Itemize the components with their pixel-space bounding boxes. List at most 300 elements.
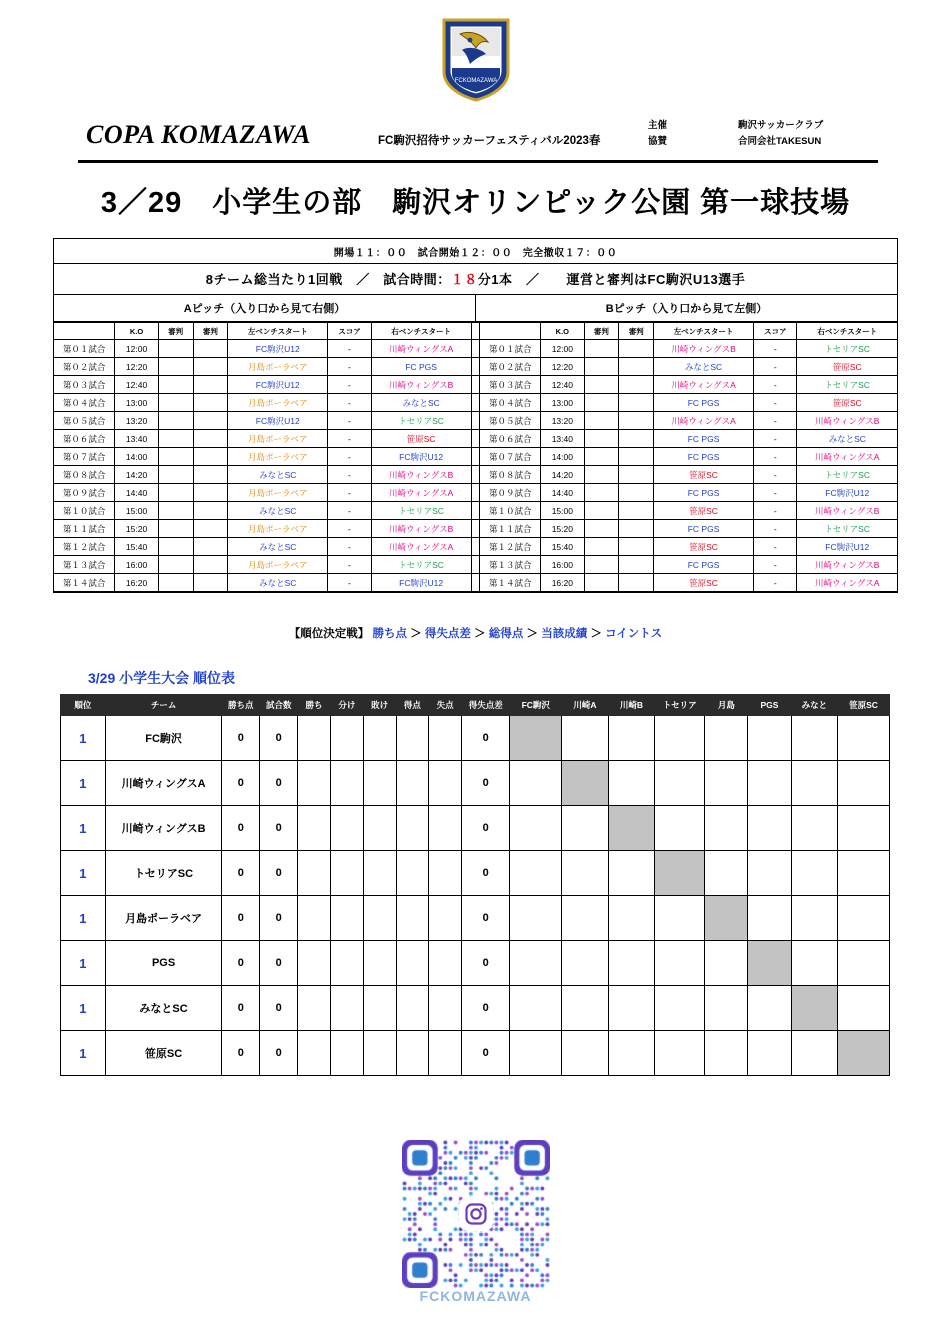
standings-team-name: 月島ポーラベア <box>105 896 221 941</box>
standings-result-cell[interactable] <box>748 806 791 851</box>
standings-result-cell[interactable] <box>510 896 562 941</box>
pitch-b-score: - <box>754 448 797 466</box>
pitch-a-match-number: 第０２試合 <box>54 358 115 376</box>
table-header-row <box>54 323 897 340</box>
standings-result-cell[interactable] <box>791 806 838 851</box>
standings-result-cell[interactable] <box>838 716 890 761</box>
pitch-a-left-bench-team: 月島ポーラベア <box>228 556 328 574</box>
standings-result-cell[interactable] <box>748 1031 791 1076</box>
pitch-b-right-bench-team: トセリアSC <box>797 520 897 538</box>
pitch-b-left-bench-team: みなとSC <box>654 358 754 376</box>
standings-goals-against <box>429 1031 462 1076</box>
standings-row <box>61 1031 890 1076</box>
standings-result-cell <box>748 941 791 986</box>
rule-post: 分1本 ／ 運営と審判はFC駒沢U13選手 <box>477 272 746 287</box>
standings-played: 0 <box>260 986 298 1031</box>
standings-result-cell[interactable] <box>562 806 609 851</box>
column-gap <box>471 358 480 376</box>
standings-result-cell[interactable] <box>705 941 748 986</box>
pitch-a-kickoff-time: 16:00 <box>115 556 158 574</box>
pitch-a-referee-2 <box>193 484 228 502</box>
standings-row <box>61 896 890 941</box>
pitch-a-kickoff-time: 12:20 <box>115 358 158 376</box>
pitch-a-match-number: 第０４試合 <box>54 394 115 412</box>
standings-goals-for <box>396 986 429 1031</box>
tiebreak-item-2: 得失点差 <box>424 628 471 640</box>
pitch-a-score: - <box>328 538 371 556</box>
pitch-b-match-number: 第１４試合 <box>480 574 541 592</box>
standings-played: 0 <box>260 806 298 851</box>
instagram-qr-code-icon[interactable] <box>402 1140 550 1288</box>
standings-played: 0 <box>260 941 298 986</box>
standings-draws <box>330 806 363 851</box>
standings-goals-against <box>429 851 462 896</box>
pitch-b-right-bench-team: みなとSC <box>797 430 897 448</box>
pitch-a-referee-2 <box>193 556 228 574</box>
pitch-a-left-bench-team: みなとSC <box>228 466 328 484</box>
standings-rank: 1 <box>61 806 106 851</box>
pitch-b-referee-2 <box>619 466 654 484</box>
standings-team-name: 笹原SC <box>105 1031 221 1076</box>
rule-pre: 8チーム総当たり1回戦 ／ 試合時間： <box>205 272 451 287</box>
pitch-b-right-bench-team: 笹原SC <box>797 394 897 412</box>
standings-col-0: 順位 <box>61 695 106 716</box>
pitch-a-kickoff-time: 14:00 <box>115 448 158 466</box>
pitch-b-match-number: 第０８試合 <box>480 466 541 484</box>
pitch-a-referee-1 <box>158 448 193 466</box>
standings-rank: 1 <box>61 851 106 896</box>
pitch-b-score: - <box>754 412 797 430</box>
standings-col-16: みなと <box>791 695 838 716</box>
standings-goal-diff: 0 <box>462 716 510 761</box>
pitch-a-score: - <box>328 340 371 358</box>
tiebreak-sep: ＞ <box>474 628 486 640</box>
standings-result-cell[interactable] <box>838 896 890 941</box>
standings-result-cell[interactable] <box>838 761 890 806</box>
pitch-b-score: - <box>754 538 797 556</box>
standings-header-row <box>61 695 890 716</box>
standings-result-cell[interactable] <box>510 851 562 896</box>
standings-result-cell[interactable] <box>705 761 748 806</box>
pitch-a-kickoff-time: 15:00 <box>115 502 158 520</box>
standings-team-name: 川崎ウィングスA <box>105 761 221 806</box>
pitch-a-referee-2 <box>193 358 228 376</box>
pitch-a-right-bench-team: 川崎ウィングスB <box>371 520 471 538</box>
standings-rank: 1 <box>61 716 106 761</box>
standings-goal-diff: 0 <box>462 1031 510 1076</box>
standings-draws <box>330 896 363 941</box>
pitch-a-kickoff-time: 16:20 <box>115 574 158 592</box>
standings-result-cell[interactable] <box>608 941 655 986</box>
pitch-b-referee-1 <box>584 394 619 412</box>
pitch-a-right-bench-team: FC駒沢U12 <box>371 574 471 592</box>
standings-played: 0 <box>260 716 298 761</box>
pitch-b-referee-2 <box>619 502 654 520</box>
pitch-a-referee-2 <box>193 520 228 538</box>
standings-result-cell <box>655 851 705 896</box>
pitch-a-right-bench-team: トセリアSC <box>371 502 471 520</box>
pitch-headers <box>54 295 897 322</box>
pitch-a-referee-2 <box>193 376 228 394</box>
standings-col-8: 失点 <box>429 695 462 716</box>
standings-col-14: 月島 <box>705 695 748 716</box>
standings-result-cell[interactable] <box>562 896 609 941</box>
table-row <box>54 520 897 538</box>
pitch-a-match-number: 第１３試合 <box>54 556 115 574</box>
pitch-a-kickoff-time: 15:40 <box>115 538 158 556</box>
standings-result-cell[interactable] <box>791 1031 838 1076</box>
standings-result-cell[interactable] <box>608 716 655 761</box>
instagram-icon <box>459 1197 493 1231</box>
pitch-a-match-number: 第０９試合 <box>54 484 115 502</box>
standings-result-cell[interactable] <box>510 941 562 986</box>
pitch-b-left-bench-team: 笹原SC <box>654 466 754 484</box>
standings-result-cell[interactable] <box>655 1031 705 1076</box>
pitch-b-referee-1 <box>584 574 619 592</box>
standings-goals-for <box>396 851 429 896</box>
standings-result-cell[interactable] <box>705 806 748 851</box>
pitch-b-score: - <box>754 574 797 592</box>
standings-result-cell[interactable] <box>608 761 655 806</box>
standings-result-cell[interactable] <box>510 986 562 1031</box>
rule-minutes: １８ <box>450 272 478 287</box>
table-row <box>54 340 897 358</box>
pitch-a-score: - <box>328 412 371 430</box>
pitch-b-referee-1 <box>584 538 619 556</box>
standings-container <box>60 694 890 1076</box>
standings-played: 0 <box>260 1031 298 1076</box>
standings-result-cell[interactable] <box>562 1031 609 1076</box>
standings-col-5: 分け <box>330 695 363 716</box>
standings-result-cell[interactable] <box>791 896 838 941</box>
pitch-a-referee-1 <box>158 484 193 502</box>
standings-result-cell[interactable] <box>608 896 655 941</box>
pitch-b-referee-1 <box>584 520 619 538</box>
pitch-b-left-bench-team: 笹原SC <box>654 574 754 592</box>
pitch-a-left-bench-team: 月島ポーラベア <box>228 448 328 466</box>
standings-col-10: FC駒沢 <box>510 695 562 716</box>
pitch-a-kickoff-time: 13:40 <box>115 430 158 448</box>
pitch-b-match-number: 第０９試合 <box>480 484 541 502</box>
standings-result-cell[interactable] <box>748 896 791 941</box>
table-row <box>54 412 897 430</box>
standings-draws <box>330 986 363 1031</box>
standings-result-cell[interactable] <box>748 716 791 761</box>
pitch-a-referee-2 <box>193 502 228 520</box>
column-gap <box>471 323 480 340</box>
standings-result-cell[interactable] <box>838 806 890 851</box>
standings-result-cell <box>705 896 748 941</box>
standings-result-cell[interactable] <box>791 716 838 761</box>
standings-team-name: FC駒沢 <box>105 716 221 761</box>
pitch-a-referee-2 <box>193 574 228 592</box>
table-row <box>54 376 897 394</box>
pitch-a-left-bench-team: 月島ポーラベア <box>228 358 328 376</box>
col-a-score: スコア <box>328 323 371 340</box>
fc-komazawa-crest-icon <box>440 16 512 102</box>
standings-result-cell[interactable] <box>562 941 609 986</box>
column-gap <box>471 520 480 538</box>
standings-result-cell <box>510 716 562 761</box>
standings-losses <box>363 896 396 941</box>
pitch-a-match-number: 第０３試合 <box>54 376 115 394</box>
standings-result-cell[interactable] <box>510 806 562 851</box>
standings-row <box>61 851 890 896</box>
standings-result-cell[interactable] <box>791 941 838 986</box>
standings-points: 0 <box>222 806 260 851</box>
pitch-a-referee-1 <box>158 340 193 358</box>
standings-row <box>61 986 890 1031</box>
standings-draws <box>330 1031 363 1076</box>
standings-col-4: 勝ち <box>298 695 331 716</box>
pitch-b-right-bench-team: 川崎ウィングスB <box>797 556 897 574</box>
pitch-a-kickoff-time: 13:20 <box>115 412 158 430</box>
header-divider <box>78 160 878 163</box>
standings-rank: 1 <box>61 986 106 1031</box>
pitch-b-referee-1 <box>584 376 619 394</box>
pitch-b-referee-1 <box>584 556 619 574</box>
pitch-a-referee-1 <box>158 502 193 520</box>
pitch-a-label: Aピッチ（入り口から見て右側） <box>54 295 476 321</box>
pitch-b-score: - <box>754 466 797 484</box>
pitch-b-match-number: 第１０試合 <box>480 502 541 520</box>
pitch-a-right-bench-team: 川崎ウィングスA <box>371 484 471 502</box>
column-gap <box>471 502 480 520</box>
standings-col-9: 得失点差 <box>462 695 510 716</box>
page-subtitle: FC駒沢招待サッカーフェスティバル2023春 <box>378 135 601 147</box>
pitch-b-kickoff-time: 12:40 <box>541 376 584 394</box>
pitch-a-referee-2 <box>193 448 228 466</box>
col-a-ref1: 審判 <box>158 323 193 340</box>
table-row <box>54 466 897 484</box>
column-gap <box>471 448 480 466</box>
standings-result-cell <box>838 1031 890 1076</box>
pitch-b-match-number: 第１３試合 <box>480 556 541 574</box>
standings-result-cell[interactable] <box>838 851 890 896</box>
tiebreak-item-1: 勝ち点 <box>372 628 408 640</box>
pitch-b-referee-2 <box>619 574 654 592</box>
pitch-a-right-bench-team: 笹原SC <box>371 430 471 448</box>
standings-result-cell[interactable] <box>655 986 705 1031</box>
standings-result-cell[interactable] <box>655 761 705 806</box>
header <box>78 118 878 162</box>
standings-col-13: トセリア <box>655 695 705 716</box>
col-b-right: 右ベンチスタート <box>797 323 897 340</box>
standings-result-cell[interactable] <box>705 716 748 761</box>
pitch-b-match-number: 第１２試合 <box>480 538 541 556</box>
pitch-a-left-bench-team: 月島ポーラベア <box>228 430 328 448</box>
tiebreak-item-5: コイントス <box>605 628 663 640</box>
standings-result-cell[interactable] <box>608 1031 655 1076</box>
column-gap <box>471 340 480 358</box>
pitch-b-referee-1 <box>584 430 619 448</box>
standings-goals-for <box>396 716 429 761</box>
pitch-b-left-bench-team: 笹原SC <box>654 538 754 556</box>
pitch-b-right-bench-team: FC駒沢U12 <box>797 538 897 556</box>
table-row <box>54 502 897 520</box>
standings-result-cell[interactable] <box>748 986 791 1031</box>
standings-result-cell[interactable] <box>655 806 705 851</box>
pitch-b-referee-2 <box>619 484 654 502</box>
standings-goal-diff: 0 <box>462 896 510 941</box>
pitch-a-kickoff-time: 14:40 <box>115 484 158 502</box>
standings-result-cell[interactable] <box>562 716 609 761</box>
pitch-a-referee-2 <box>193 538 228 556</box>
standings-points: 0 <box>222 1031 260 1076</box>
col-a-ko: K.O <box>115 323 158 340</box>
standings-result-cell[interactable] <box>705 851 748 896</box>
pitch-b-score: - <box>754 340 797 358</box>
pitch-b-kickoff-time: 15:00 <box>541 502 584 520</box>
pitch-b-label: Bピッチ（入り口から見て左側） <box>605 303 768 315</box>
pitch-b-referee-1 <box>584 412 619 430</box>
header-meta <box>648 118 878 150</box>
standings-table <box>60 694 890 1076</box>
pitch-a-left-bench-team: 月島ポーラベア <box>228 520 328 538</box>
pitch-a-score: - <box>328 556 371 574</box>
sponsor-label: 協賛 <box>648 136 668 147</box>
col-b-no <box>480 323 541 340</box>
standings-goals-for <box>396 806 429 851</box>
pitch-b-kickoff-time: 15:20 <box>541 520 584 538</box>
standings-result-cell[interactable] <box>608 851 655 896</box>
pitch-b-score: - <box>754 358 797 376</box>
standings-result-cell[interactable] <box>748 761 791 806</box>
pitch-b-kickoff-time: 16:00 <box>541 556 584 574</box>
standings-goals-against <box>429 716 462 761</box>
pitch-a-kickoff-time: 13:00 <box>115 394 158 412</box>
footer-brand: FCKOMAZAWA <box>419 1288 532 1304</box>
pitch-b-left-bench-team: FC PGS <box>654 394 754 412</box>
tiebreak-line <box>0 625 951 641</box>
sponsor-value: 合同会社TAKESUN <box>738 136 822 147</box>
pitch-b-left-bench-team: 笹原SC <box>654 502 754 520</box>
standings-result-cell[interactable] <box>655 896 705 941</box>
pitch-b-right-bench-team: FC駒沢U12 <box>797 484 897 502</box>
pitch-a-referee-1 <box>158 412 193 430</box>
pitch-a-right-bench-team: 川崎ウィングスA <box>371 538 471 556</box>
pitch-b-kickoff-time: 12:00 <box>541 340 584 358</box>
standings-result-cell[interactable] <box>791 851 838 896</box>
standings-result-cell[interactable] <box>791 761 838 806</box>
pitch-b-referee-1 <box>584 466 619 484</box>
pitch-b-match-number: 第０４試合 <box>480 394 541 412</box>
pitch-b-left-bench-team: FC PGS <box>654 556 754 574</box>
match-schedule-table <box>54 322 897 592</box>
standings-result-cell[interactable] <box>748 851 791 896</box>
pitch-b-left-bench-team: FC PGS <box>654 484 754 502</box>
pitch-a-score: - <box>328 448 371 466</box>
col-b-ko: K.O <box>541 323 584 340</box>
pitch-a-right-bench-team: トセリアSC <box>371 412 471 430</box>
table-row <box>54 394 897 412</box>
pitch-a-right-bench-team: 川崎ウィングスA <box>371 340 471 358</box>
column-gap <box>471 538 480 556</box>
standings-result-cell <box>608 806 655 851</box>
pitch-b-referee-1 <box>584 502 619 520</box>
pitch-b-kickoff-time: 15:40 <box>541 538 584 556</box>
pitch-a-score: - <box>328 394 371 412</box>
standings-col-12: 川崎B <box>608 695 655 716</box>
svg-text:FCKOMAZAWA: FCKOMAZAWA <box>454 78 497 84</box>
pitch-a-match-number: 第１０試合 <box>54 502 115 520</box>
standings-wins <box>298 941 331 986</box>
pitch-a-match-number: 第０８試合 <box>54 466 115 484</box>
standings-points: 0 <box>222 941 260 986</box>
standings-result-cell <box>562 761 609 806</box>
pitch-a-referee-1 <box>158 574 193 592</box>
col-a-ref2: 審判 <box>193 323 228 340</box>
standings-goals-for <box>396 896 429 941</box>
pitch-b-referee-1 <box>584 340 619 358</box>
pitch-b-score: - <box>754 394 797 412</box>
standings-result-cell[interactable] <box>655 941 705 986</box>
standings-result-cell[interactable] <box>562 851 609 896</box>
standings-result-cell[interactable] <box>562 986 609 1031</box>
pitch-b-match-number: 第０２試合 <box>480 358 541 376</box>
pitch-a-kickoff-time: 12:00 <box>115 340 158 358</box>
pitch-a-referee-2 <box>193 412 228 430</box>
pitch-b-score: - <box>754 430 797 448</box>
standings-draws <box>330 851 363 896</box>
standings-result-cell[interactable] <box>838 941 890 986</box>
tiebreak-sep: ＞ <box>410 628 422 640</box>
standings-result-cell[interactable] <box>705 1031 748 1076</box>
standings-losses <box>363 716 396 761</box>
pitch-b-right-bench-team: 川崎ウィングスA <box>797 574 897 592</box>
pitch-b-referee-2 <box>619 376 654 394</box>
pitch-a-score: - <box>328 520 371 538</box>
organizer-label: 主催 <box>648 120 668 131</box>
pitch-a-left-bench-team: FC駒沢U12 <box>228 412 328 430</box>
standings-title: 3/29 小学生大会 順位表 <box>88 670 236 686</box>
pitch-a-referee-2 <box>193 340 228 358</box>
pitch-a-left-bench-team: 月島ポーラベア <box>228 394 328 412</box>
tiebreak-item-3: 総得点 <box>488 628 524 640</box>
standings-result-cell[interactable] <box>655 716 705 761</box>
standings-result-cell[interactable] <box>838 986 890 1031</box>
pitch-a-right-bench-team: みなとSC <box>371 394 471 412</box>
standings-losses <box>363 806 396 851</box>
standings-result-cell[interactable] <box>510 761 562 806</box>
table-row <box>54 574 897 592</box>
standings-result-cell[interactable] <box>510 1031 562 1076</box>
standings-losses <box>363 761 396 806</box>
standings-wins <box>298 761 331 806</box>
standings-wins <box>298 716 331 761</box>
pitch-b-kickoff-time: 13:40 <box>541 430 584 448</box>
standings-goal-diff: 0 <box>462 851 510 896</box>
pitch-b-match-number: 第０６試合 <box>480 430 541 448</box>
pitch-a-referee-2 <box>193 394 228 412</box>
table-row <box>54 484 897 502</box>
standings-points: 0 <box>222 761 260 806</box>
standings-draws <box>330 716 363 761</box>
pitch-b-referee-2 <box>619 448 654 466</box>
pitch-b-left-bench-team: 川崎ウィングスA <box>654 412 754 430</box>
pitch-a-match-number: 第０７試合 <box>54 448 115 466</box>
column-gap <box>471 484 480 502</box>
standings-wins <box>298 986 331 1031</box>
pitch-b-referee-2 <box>619 538 654 556</box>
standings-result-cell[interactable] <box>608 986 655 1031</box>
standings-losses <box>363 1031 396 1076</box>
pitch-a-referee-1 <box>158 430 193 448</box>
pitch-b-left-bench-team: FC PGS <box>654 520 754 538</box>
pitch-b-right-bench-team: トセリアSC <box>797 466 897 484</box>
col-b-left: 左ベンチスタート <box>654 323 754 340</box>
standings-result-cell[interactable] <box>705 986 748 1031</box>
